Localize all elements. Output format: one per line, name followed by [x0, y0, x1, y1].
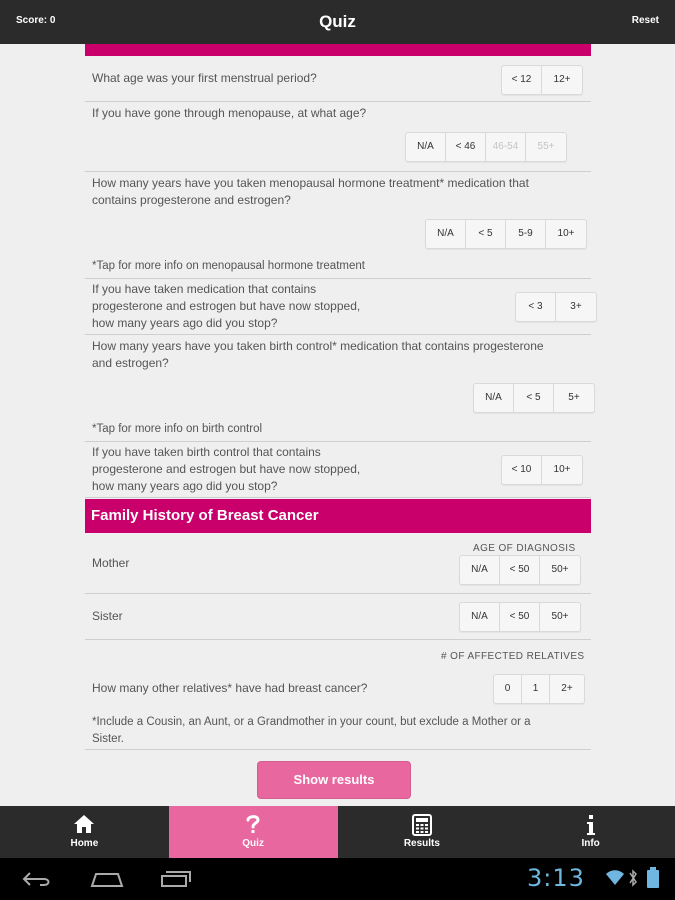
wifi-icon — [605, 870, 625, 891]
home-button-icon[interactable] — [90, 870, 124, 893]
note-line: *Include a Cousin, an Aunt, or a Grandmother in your count, but exclude a Mother or a — [92, 716, 531, 728]
calculator-icon — [338, 814, 507, 836]
option-under-46[interactable]: < 46 — [446, 133, 486, 161]
question-row-hormone-treatment — [85, 172, 591, 279]
show-results-button[interactable]: Show results — [257, 761, 411, 799]
nav-quiz[interactable] — [169, 806, 338, 858]
family-row-mother — [85, 533, 591, 594]
bluetooth-icon — [628, 868, 638, 893]
home-icon — [0, 814, 169, 836]
option-10-plus[interactable]: 10+ — [557, 228, 575, 239]
answer-segment-sister — [459, 602, 581, 632]
reset-button[interactable]: Reset — [631, 15, 659, 26]
answer-segment-birth-control — [473, 383, 595, 413]
question-line: How many years have you taken menopausal hormone treatment* medication that — [92, 176, 529, 190]
note-line: Sister. — [92, 733, 124, 745]
option-under-5[interactable]: < 5 — [514, 384, 554, 412]
system-clock: 3:13 — [527, 864, 585, 892]
nav-info[interactable] — [506, 806, 675, 858]
question-text — [92, 281, 360, 332]
hormone-info-link[interactable]: *Tap for more info on menopausal hormone treatment — [92, 260, 365, 272]
question-text: What age was your first menstrual period? — [92, 71, 317, 85]
question-line: how many years ago did you stop? — [92, 316, 278, 330]
option-under-50[interactable]: < 50 — [500, 603, 540, 631]
nav-label: Info — [581, 838, 600, 849]
option-46-54[interactable]: 46-54 — [486, 133, 526, 161]
option-10-plus[interactable]: 10+ — [553, 464, 571, 475]
back-icon[interactable] — [22, 870, 52, 893]
option-under-5[interactable]: < 5 — [466, 220, 506, 248]
section-header-family-history: Family History of Breast Cancer — [85, 499, 591, 533]
top-action-bar — [0, 0, 675, 44]
option-na[interactable]: N/A — [406, 133, 446, 161]
option-1[interactable]: 1 — [522, 675, 550, 703]
family-row-sister — [85, 594, 591, 640]
question-row-birth-control — [85, 335, 591, 442]
nav-label: Results — [403, 838, 440, 849]
question-line: If you have taken birth control that contains — [92, 445, 321, 459]
family-row-other-relatives — [85, 640, 591, 750]
nav-results[interactable] — [338, 806, 507, 858]
option-5-plus[interactable]: 5+ — [568, 392, 580, 403]
relatives-note — [92, 714, 531, 748]
answer-segment-birth-control-stopped — [501, 455, 583, 485]
question-text — [92, 338, 544, 372]
option-5-9[interactable]: 5-9 — [506, 220, 546, 248]
question-line: and estrogen? — [92, 356, 169, 370]
question-line: If you have taken medication that contains — [92, 282, 317, 296]
question-text: If you have gone through menopause, at what age? — [92, 106, 367, 120]
answer-segment-hormone-stopped — [515, 292, 597, 322]
question-text — [92, 444, 360, 495]
nav-home[interactable] — [0, 806, 169, 858]
answer-segment-menstrual — [501, 65, 583, 95]
option-under-3[interactable]: < 3 — [516, 293, 556, 321]
page-title: Quiz — [319, 12, 356, 31]
option-under-50[interactable]: < 50 — [500, 556, 540, 584]
answer-segment-hormone — [425, 219, 587, 249]
answer-segment-other-relatives — [493, 674, 585, 704]
option-under-10[interactable]: < 10 — [502, 456, 542, 484]
answer-segment-mother — [459, 555, 581, 585]
age-of-diagnosis-caption: AGE OF DIAGNOSIS — [473, 543, 576, 554]
option-50-plus[interactable]: 50+ — [551, 611, 569, 622]
option-55-plus[interactable]: 55+ — [537, 141, 555, 152]
option-50-plus[interactable]: 50+ — [551, 564, 569, 575]
family-label-sister: Sister — [92, 609, 123, 623]
bottom-navigation — [0, 806, 675, 858]
question-line: progesterone and estrogen but have now stopped, — [92, 462, 361, 476]
option-2-plus[interactable]: 2+ — [561, 683, 573, 694]
question-row-menstrual — [85, 56, 591, 102]
question-line: How many years have you taken birth control* medication that contains progesterone — [92, 339, 544, 353]
option-na[interactable]: N/A — [460, 603, 500, 631]
section-header-partial — [85, 44, 591, 56]
option-12-plus[interactable]: 12+ — [553, 74, 571, 85]
question-line: how many years ago did you stop? — [92, 479, 278, 493]
option-0[interactable]: 0 — [494, 675, 522, 703]
info-icon — [506, 814, 675, 836]
option-na[interactable]: N/A — [460, 556, 500, 584]
nav-label: Home — [70, 838, 99, 849]
battery-icon — [646, 867, 660, 894]
family-label-mother: Mother — [92, 556, 130, 570]
recent-apps-icon[interactable] — [160, 870, 192, 893]
system-navigation-bar — [0, 858, 675, 900]
score-label: Score: 0 — [16, 15, 56, 26]
question-row-birth-control-stopped — [85, 442, 591, 498]
answer-segment-menopause — [405, 132, 567, 162]
nav-label: Quiz — [242, 838, 264, 849]
option-na[interactable]: N/A — [474, 384, 514, 412]
option-under-12[interactable]: < 12 — [502, 66, 542, 94]
birth-control-info-link[interactable]: *Tap for more info on birth control — [92, 423, 263, 435]
other-relatives-question: How many other relatives* have had breast cancer? — [92, 681, 368, 695]
question-text — [92, 175, 529, 209]
question-row-menopause — [85, 102, 591, 172]
affected-relatives-caption: # OF AFFECTED RELATIVES — [441, 651, 585, 662]
question-row-hormone-stopped — [85, 279, 591, 335]
question-icon — [169, 814, 338, 836]
option-na[interactable]: N/A — [426, 220, 466, 248]
question-line: progesterone and estrogen but have now stopped, — [92, 299, 361, 313]
option-3-plus[interactable]: 3+ — [570, 301, 582, 312]
question-line: contains progesterone and estrogen? — [92, 193, 291, 207]
